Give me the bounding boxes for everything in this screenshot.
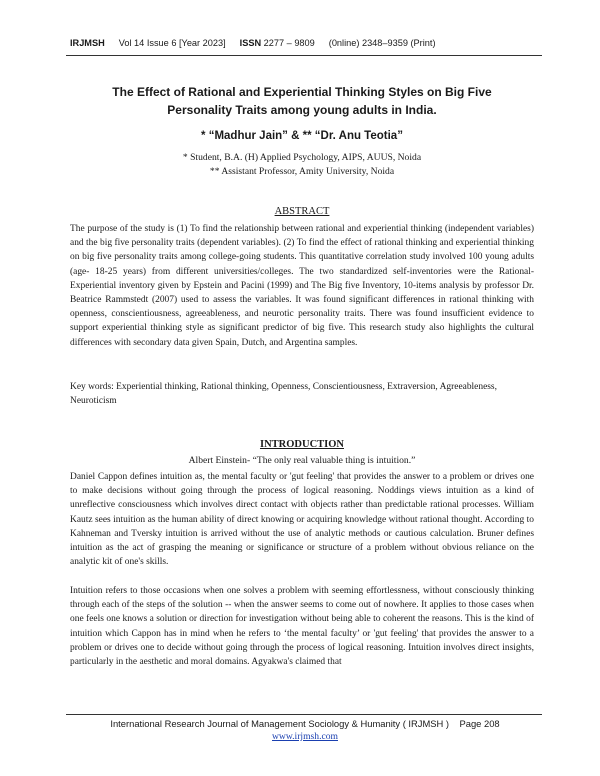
footer-url-wrap: [70, 731, 540, 742]
running-header: [70, 38, 540, 48]
issn-label: ISSN: [239, 38, 262, 48]
affiliation-2: ** Assistant Professor, Amity University, Noida: [209, 166, 395, 177]
page-number: Page 208: [459, 718, 500, 729]
footer-divider: [66, 714, 542, 715]
title-line-1: The Effect of Rational and Experiential Thinking Styles on Big Five: [112, 85, 492, 99]
title-line-2: Personality Traits among young adults in India.: [167, 103, 437, 117]
journal-abbrev: IRJMSH: [70, 38, 105, 48]
affiliation-1: * Student, B.A. (H) Applied Psychology, AIPS, AUUS, Noida: [182, 152, 422, 163]
journal-website-link[interactable]: www.irjmsh.com: [272, 731, 338, 742]
intro-paragraph-1: Daniel Cappon defines intuition as, the mental faculty or 'gut feeling' that provides the answer to a problem or drives one to make decisions without going through the process of logical reasoning. Noddings views intuition as a kind of unreflective consciousness which involves direct contact with objects rather than predictable rational processes. William Kautz sees intuition as the human ability of direct knowing or acquiring knowledge without rational thought. According to Kahneman and Tversky intuition is arrived without the use of analytic methods or cautious calculation. Bruner defines intuition as the act of grasping the meaning or significance or structure of a problem without obvious reliance on the analytic kit of one's skills.: [70, 472, 534, 568]
epigraph-author: Albert Einstein: [188, 455, 247, 466]
epigraph: [70, 455, 534, 466]
running-footer: [70, 718, 540, 729]
epigraph-text: - “The only real valuable thing is intuition.”: [246, 455, 416, 466]
paper-title: [70, 83, 534, 119]
author-line: * “Madhur Jain” & ** “Dr. Anu Teotia”: [201, 130, 403, 142]
issn-print: 2277 – 9809: [263, 38, 315, 48]
footer-journal: International Research Journal of Management Sociology & Humanity ( IRJMSH ): [110, 718, 450, 729]
introduction-heading: INTRODUCTION: [259, 439, 344, 450]
header-divider: [66, 55, 542, 56]
abstract-body: The purpose of the study is (1) To find the relationship between rational and experiential thinking (independent variables) and the big five personality traits (dependent variables). (2) To find the effect of rational thinking and experiential thinking on big five personality traits among college-going students. This quantitative correlation study involved 100 young adults (age- 18-25 years) from different universities/colleges. The two standardized self-inventories were the Rational-Experiential inventory given by Epstein and Pacini (1999) and The Big five Inventory, 10-items analysis by professor Dr. Beatrice Rammstedt (2007) used to assess the variables. It was found significant differences in rational thinking with openness, conscientiousness, agreeableness, and neurotic personality traits. There was found insufficient evidence to support experiential thinking style as significant predictor of big five. This research study also highlights the cultural differences with secondary data given Spain, Dutch, and Argentina samples.: [70, 224, 534, 348]
abstract-heading: ABSTRACT: [274, 206, 330, 217]
intro-paragraph-2: Intuition refers to those occasions when one solves a problem with seeming effortlessness, without consciously thinking through each of the steps of the solution -- when the answer seems to come out of nowhere. It applies to those cases when one feels one knows a solution or direction for investigation without being able to coherent the reasons. This is the kind of intuition which Cappon has in mind when he refers to ‘the mental faculty’ or 'gut feeling' that provides the answer to a problem or drives one to decide without going through the process of logical reasoning. Intuition involves direct insights, particularly in the aesthetic and moral domains. Agyakwa's claimed that: [70, 586, 534, 668]
keywords: Key words: Experiential thinking, Rational thinking, Openness, Conscientiousness, Extraversion, Agreeableness, Neuroticism: [70, 382, 497, 407]
issn-online: (0nline) 2348–9359 (Print): [328, 38, 436, 48]
volume-info: Vol 14 Issue 6 [Year 2023]: [118, 38, 226, 48]
